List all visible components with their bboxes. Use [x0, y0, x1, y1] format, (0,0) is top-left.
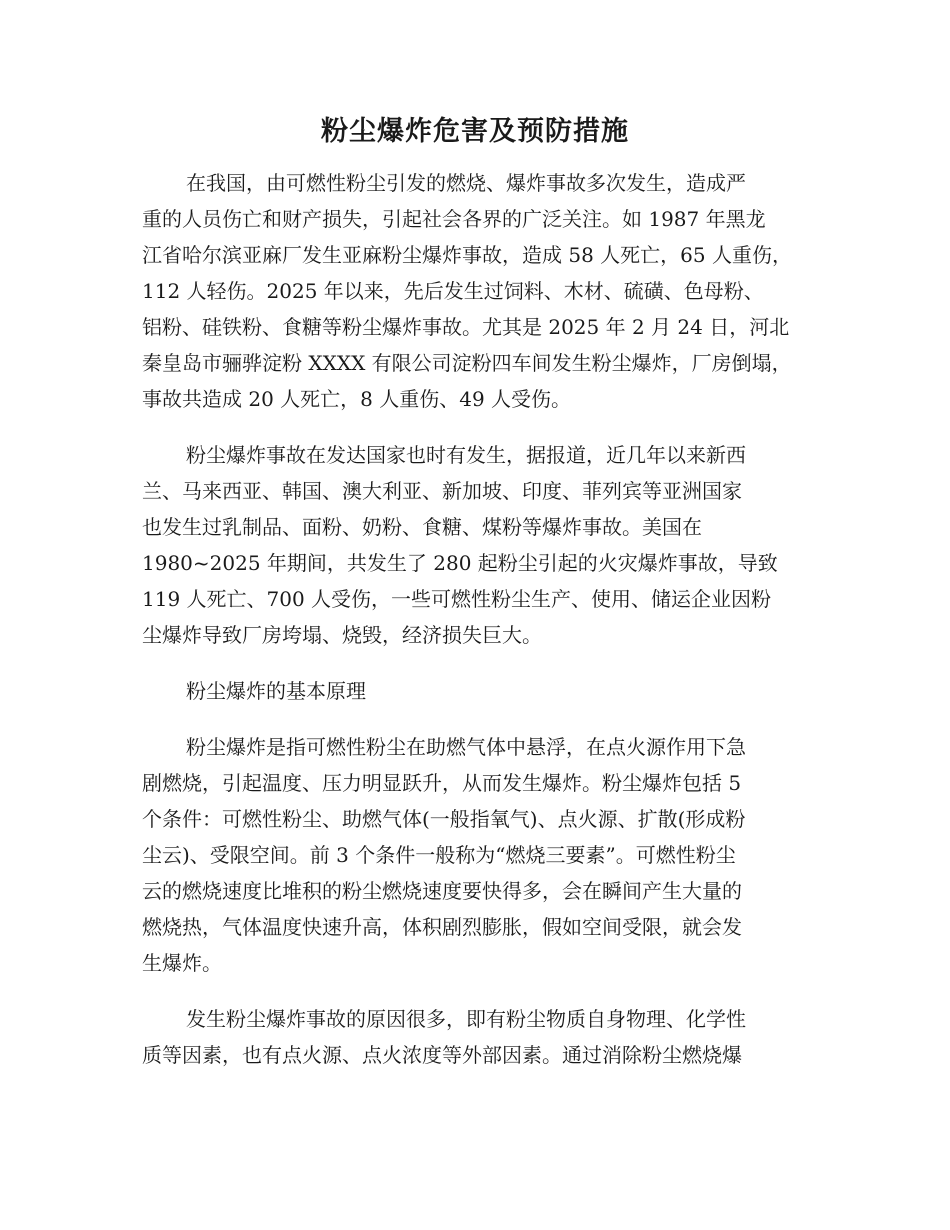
text-line: 兰、马来西亚、韩国、澳大利亚、新加坡、印度、菲列宾等亚洲国家: [142, 479, 742, 503]
section-heading-basic-principle: [142, 673, 822, 709]
text-line: 粉尘爆炸是指可燃性粉尘在助燃气体中悬浮，在点火源作用下急: [186, 735, 746, 759]
text-line: 个条件：可燃性粉尘、助燃气体(一般指氧气)、点火源、扩散(形成粉: [142, 807, 746, 831]
text-line: 尘云)、受限空间。前 3 个条件一般称为“燃烧三要素”。可燃性粉尘: [142, 843, 736, 867]
text-line: 也发生过乳制品、面粉、奶粉、食糖、煤粉等爆炸事故。美国在: [142, 515, 702, 539]
paragraph-domestic-accidents: [142, 165, 822, 417]
text-line: 119 人死亡、700 人受伤，一些可燃性粉尘生产、使用、储运企业因粉: [142, 587, 772, 611]
text-line: 质等因素，也有点火源、点火浓度等外部因素。通过消除粉尘燃烧爆: [142, 1043, 742, 1067]
text-line: 云的燃烧速度比堆积的粉尘燃烧速度要快得多，会在瞬间产生大量的: [142, 879, 742, 903]
text-line: 江省哈尔滨亚麻厂发生亚麻粉尘爆炸事故，造成 58 人死亡，65 人重伤，: [142, 243, 792, 267]
text-line: 秦皇岛市骊骅淀粉 XXXX 有限公司淀粉四车间发生粉尘爆炸，厂房倒塌，: [142, 351, 792, 375]
text-line: 尘爆炸导致厂房垮塌、烧毁，经济损失巨大。: [142, 623, 542, 647]
text-line: 燃烧热，气体温度快速升高，体积剧烈膨胀，假如空间受限，就会发: [142, 915, 742, 939]
text-line: 112 人轻伤。2025 年以来，先后发生过饲料、木材、硫磺、色母粉、: [142, 279, 764, 303]
paragraph-foreign-accidents: [142, 437, 822, 653]
text-line: 1980~2025 年期间，共发生了 280 起粉尘引起的火灾爆炸事故，导致: [142, 551, 778, 575]
text-line: 生爆炸。: [142, 951, 222, 975]
text-line: 铝粉、硅铁粉、食糖等粉尘爆炸事故。尤其是 2025 年 2 月 24 日，河北: [142, 315, 790, 339]
document-title: 粉尘爆炸危害及预防措施: [321, 116, 629, 147]
document-body: [142, 165, 822, 1093]
text-line: 粉尘爆炸事故在发达国家也时有发生，据报道，近几年以来新西: [186, 443, 746, 467]
text-line: 在我国，由可燃性粉尘引发的燃烧、爆炸事故多次发生，造成严: [186, 171, 746, 195]
text-line: 重的人员伤亡和财产损失，引起社会各界的广泛关注。如 1987 年黑龙: [142, 207, 766, 231]
text-line: 事故共造成 20 人死亡，8 人重伤、49 人受伤。: [142, 387, 572, 411]
text-line: 剧燃烧，引起温度、压力明显跃升，从而发生爆炸。粉尘爆炸包括 5: [142, 771, 742, 795]
text-line: 发生粉尘爆炸事故的原因很多，即有粉尘物质自身物理、化学性: [186, 1007, 746, 1031]
paragraph-principle: [142, 729, 822, 981]
paragraph-causes: [142, 1001, 822, 1073]
text-line: 粉尘爆炸的基本原理: [186, 679, 366, 703]
